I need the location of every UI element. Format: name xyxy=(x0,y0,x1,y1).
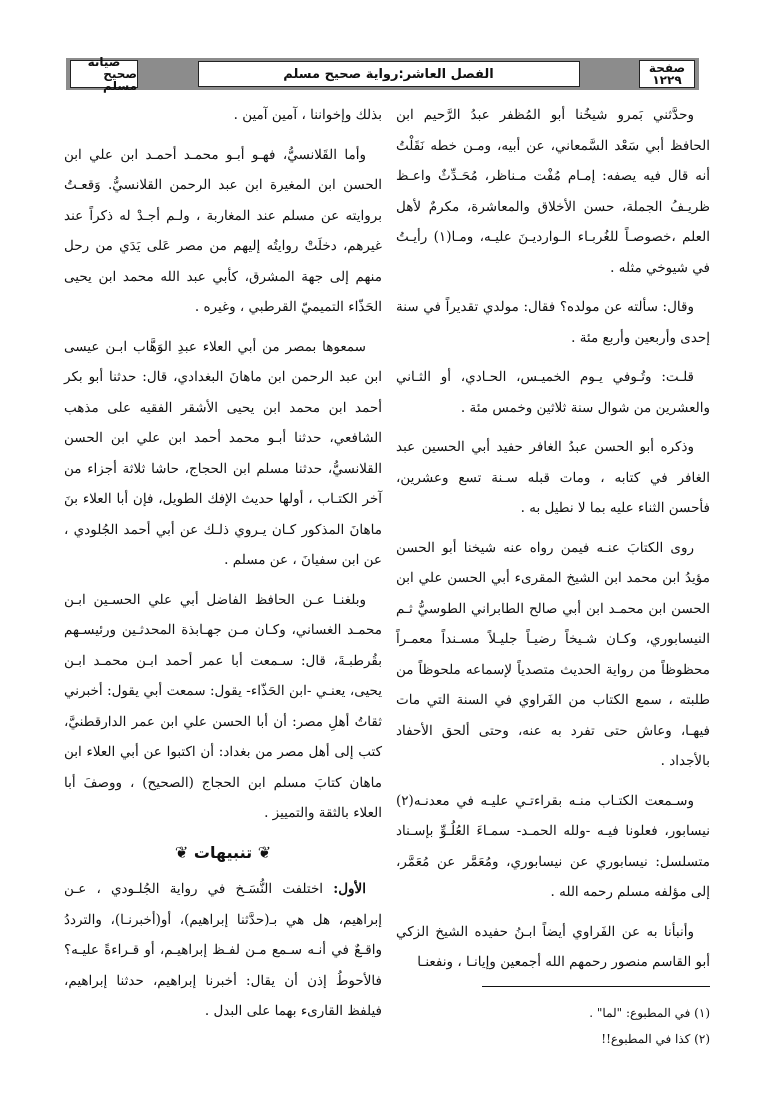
paragraph: وقال: سألته عن مولده؟ فقال: مولدي تقديراً في سنة إحدى وأربعين وأربع مئة . xyxy=(396,299,710,346)
footnote-divider xyxy=(482,986,710,987)
page-number-box xyxy=(639,60,695,88)
right-column xyxy=(396,100,710,987)
paragraph: وحدَّثني بَمرو شيخُنا أبو المُظفر عبدُ الرَّحيم ابن الحافظ أبي سَعْد السَّمعاني، عن أبيه، ومـن خطه نَقَلْتُ أنه قال فيه يصفه: إمـام مُفْت مـناظر، مُحَـدِّثٌ واعـظ ظريـفُ الجملة، حسن الأخلاق والمعاشرة، مكرمٌ لأهل العلم ،خصوصـاً للغُربـاء الـوارديـنَ عليـه، ومـا(١) رأيـتُ في شيوخي مثله . xyxy=(396,107,711,276)
paragraph: قلـت: وتُـوفي يـوم الخميـس، الحـادي، أو الثـاني والعشرين من شوال سنة ثلاثين وخمس مئة . xyxy=(396,369,710,416)
section-heading-text: تنبيهات xyxy=(193,842,253,862)
paragraph-lead: الأول: xyxy=(333,881,366,897)
book-title-box xyxy=(70,55,138,93)
book-label-1: صيانة xyxy=(87,55,121,69)
left-column xyxy=(64,100,382,1036)
ornament-icon: ❦ xyxy=(174,842,189,862)
paragraph: وذكره أبو الحسن عبدُ الغافر حفيد أبي الحسين عبد الغافر في كتابه ، ومات قبله سـنة تسع وعشرين، فأحسن الثناء عليه بما لا نطيل به . xyxy=(396,439,710,516)
paragraph: وأما القَلانسيُّ، فهـو أبـو محمـد أحمـد ابن علي ابن الحسن ابن المغيرة ابن عبد الرحمن القلانسيُّ. وَقعـتُ بروايته عن مسلم عند المغاربة ، ولـم أجـدْ له ذكراً عند غيرهم، دخلَتْ روايتُه إليهم من مصر عَلى يَدَي من رحل منهم إلى جهة المشرق، كأبي عبد الله محمد ابن يحيى الحَذّاء التميميّ القرطبي ، وغيره . xyxy=(64,146,382,315)
footnote: (٢) كذا في المطبوع!! xyxy=(601,1032,710,1046)
paragraph: وأنبأنا به عن الفَراوي أيضاً ابـنُ حفيده الشيخ الزكي أبو القاسم منصور رحمهم الله أجمعين وإيانـا ، ونفعنـا xyxy=(396,923,710,970)
footnotes xyxy=(420,1000,710,1052)
paragraph xyxy=(64,874,382,1027)
page-number: ١٢٢٩ xyxy=(652,73,682,87)
paragraph: روى الكتابَ عنـه فيمن رواه عنه شيخنا أبو الحسن مؤيدُ ابن محمد ابن الشيخ المقرىء أبي الحسن علي ابن الحسن ابن محمـد ابن أبي صالح الطابراني الطوسيُّ ثـم النيسابوري، وكـان شـيخاً رضيـاً جليـلاً مسـنداً معمـراً محظوظاً من رواية الحديث متصدياً لإسماعه ملحوظاً من طلبته ، سمع الكتاب من الفَراوي في السنة التي مات فيهـا، وعاش حتى تفرد به عنه، وحتى ألحق الأحفاد بالأجداد . xyxy=(396,539,710,769)
ornament-icon: ❦ xyxy=(257,842,272,862)
book-label-2: صحيح مسلم xyxy=(103,67,137,93)
page-header xyxy=(66,55,699,93)
paragraph: سمعوها بمصر من أبي العلاء عبدِ الوَهَّاب ابـن عيسى ابن عبد الرحمن ابن ماهانَ البغدادي، قال: حدثنا أبو بكر أحمد ابن محمد ابن يحيى الأشقر الفقيه على مذهب الشافعي، حدثنا أبـو محمد أحمد ابن علي ابن الحسن القلانسيُّ، حدثنا مسلم ابن الحجاج، حاشا ثلاثة أجزاء من آخر الكتـاب ، أولها حديث الإفك الطويل، فإن أبا العلاء بنَ ماهانَ المذكور كـان يـروي ذلـك عن أبي أحمد الجُلودي ، عن ابن سفيانَ ، عن مسلم . xyxy=(64,338,382,568)
section-heading xyxy=(64,838,382,869)
footnote: (١) في المطبوع: "لما" . xyxy=(589,1006,710,1020)
paragraph: وبلغنـا عـن الحافظ الفاضل أبي علي الحسـين ابـن محمـد الغساني، وكـان مـن جهـابذة المحدثـين ورئيسـهم بقُرطبـةَ، قال: سـمعت أبا عمر أحمد ابـن محمـد ابـن يحيى، يعنـي -ابن الحَذّاء- يقول: سمعت أبي يقول: أخبرني ثقاتُ أهلِ مصر: أن أبا الحسن علي ابن عمر الدارقطنيَّ، كتب إلى أهل مصر من بغداد: أن اكتبوا عن أبي العلاء ابن ماهان كتابَ مسلم ابن الحجاج (الصحيح) ، ووصفَ أبا العلاء بالثقة والتمييز . xyxy=(64,591,382,821)
page-label: صفحة xyxy=(648,61,686,75)
chapter-title: الفصل العاشر:رواية صحيح مسلم xyxy=(198,61,580,87)
paragraph: بذلك وإخواننا ، آمين آمين . xyxy=(233,107,382,123)
paragraph: وسـمعت الكتـاب منـه بقراءتـي عليـه في معدنـه(٢) نيسابور، فعلونا فيـه -ولله الحمـد- سمـاءَ العُلُـوِّ بإسـناد متسلسل: نيسابوري عن نيسابوري، ومُعَمَّر عن مُعَمَّر، إلى مؤلفه مسلم رحمه الله . xyxy=(396,792,710,900)
paragraph-text: اختلفت النُّسَـخ في رواية الجُلـودي ، عـن إبراهيم، هل هي بـ(حدَّثنا إبراهيم)، أو(أخبرنـا)، والترددُ واقـعٌ في أنـه سـمع مـن لفـظ إبراهيـم، أو قـراءةً عليـه؟ فالأحوطُ إذن أن يقال: أخبرنا إبراهيم، حدثنا إبراهيم، فيلفظ القارىء بهما على البدل . xyxy=(64,881,382,1019)
